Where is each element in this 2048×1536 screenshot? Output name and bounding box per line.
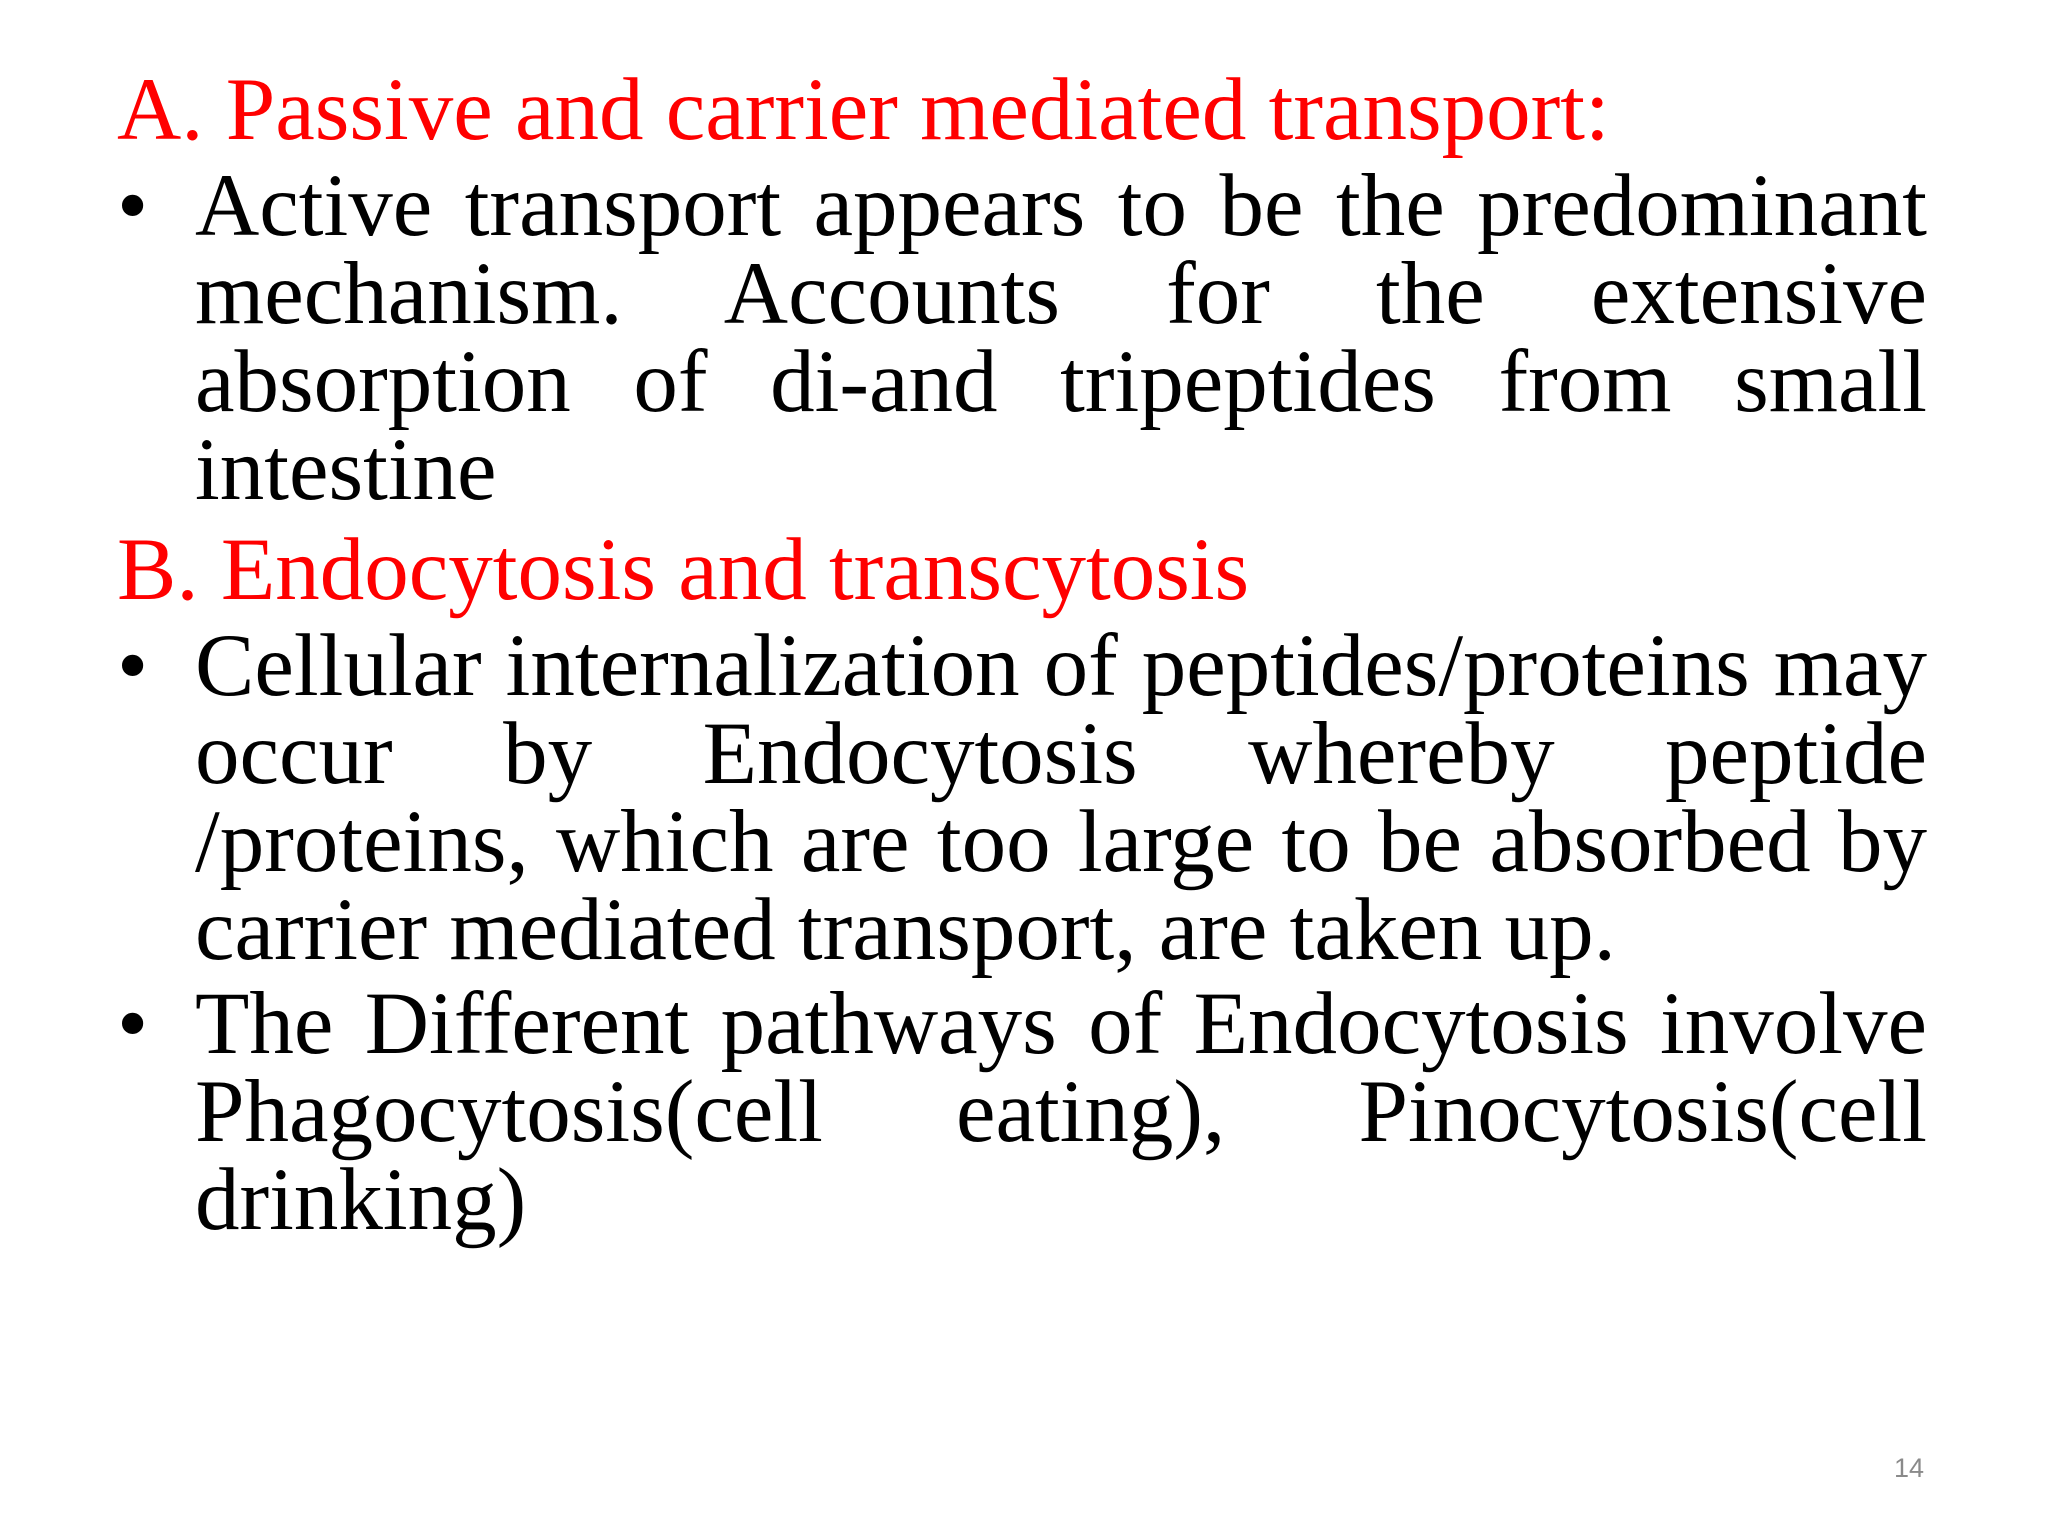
section-b-heading: B. Endocytosis and transcytosis — [117, 521, 1250, 619]
bullet-icon: • — [117, 157, 149, 255]
bullet-icon: • — [117, 617, 149, 715]
bullet-item — [117, 617, 1927, 979]
bullet-text: Cellular internalization of peptides/proteins may occur by Endocytosis whereby peptide /proteins, which are too large to be absorbed by carrier mediated transport, are taken up. — [195, 617, 1927, 979]
section-a-heading: A. Passive and carrier mediated transport: — [117, 61, 1610, 159]
slide-content — [117, 60, 1927, 1250]
bullet-item — [117, 157, 1927, 519]
page-number: 14 — [1893, 1453, 1924, 1483]
bullet-icon: • — [117, 975, 149, 1073]
bullet-text: The Different pathways of Endocytosis involve Phagocytosis(cell eating), Pinocytosis(cell drinking) — [195, 975, 1927, 1249]
bullet-item — [117, 975, 1927, 1249]
bullet-text: Active transport appears to be the predominant mechanism. Accounts for the extensive absorption of di-and tripeptides from small intestine — [195, 157, 1927, 519]
